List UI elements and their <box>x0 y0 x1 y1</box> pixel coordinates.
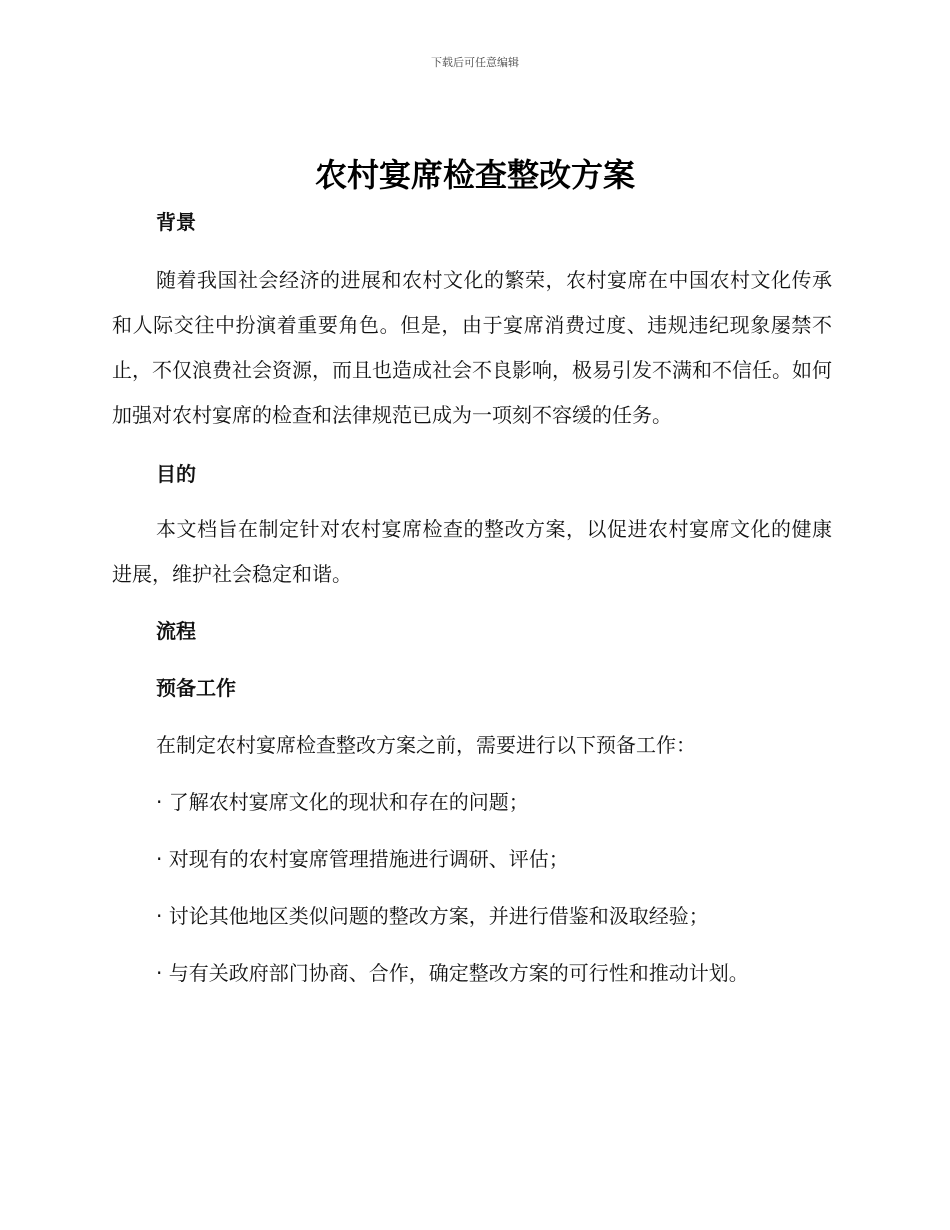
section-heading-purpose: 目的 <box>156 462 196 486</box>
list-item: · 讨论其他地区类似问题的整改方案，并进行借鉴和汲取经验； <box>156 904 709 928</box>
paragraph-purpose: 本文档旨在制定针对农村宴席检查的整改方案，以促进农村宴席文化的健康进展，维护社会稳定和谐。 <box>112 517 832 586</box>
list-item: · 了解农村宴席文化的现状和存在的问题； <box>156 790 529 814</box>
paragraph-preparation-intro: 在制定农村宴席检查整改方案之前，需要进行以下预备工作： <box>156 733 696 757</box>
document-title: 农村宴席检查整改方案 <box>314 156 635 194</box>
subheading-preparation: 预备工作 <box>156 676 236 700</box>
section-heading-process: 流程 <box>156 619 196 643</box>
document-body <box>112 204 832 991</box>
section-heading-background: 背景 <box>156 210 196 234</box>
list-item: · 对现有的农村宴席管理措施进行调研、评估； <box>156 847 569 871</box>
paragraph-background: 随着我国社会经济的进展和农村文化的繁荣，农村宴席在中国农村文化传承和人际交往中扮演着重要角色。但是，由于宴席消费过度、违规违纪现象屡禁不止，不仅浪费社会资源，而且也造成社会不良影响，极易引发不满和不信任。如何加强对农村宴席的检查和法律规范已成为一项刻不容缓的任务。 <box>112 268 832 427</box>
header-note: 下载后可任意编辑 <box>431 56 519 69</box>
list-item: · 与有关政府部门协商、合作，确定整改方案的可行性和推动计划。 <box>156 961 749 985</box>
